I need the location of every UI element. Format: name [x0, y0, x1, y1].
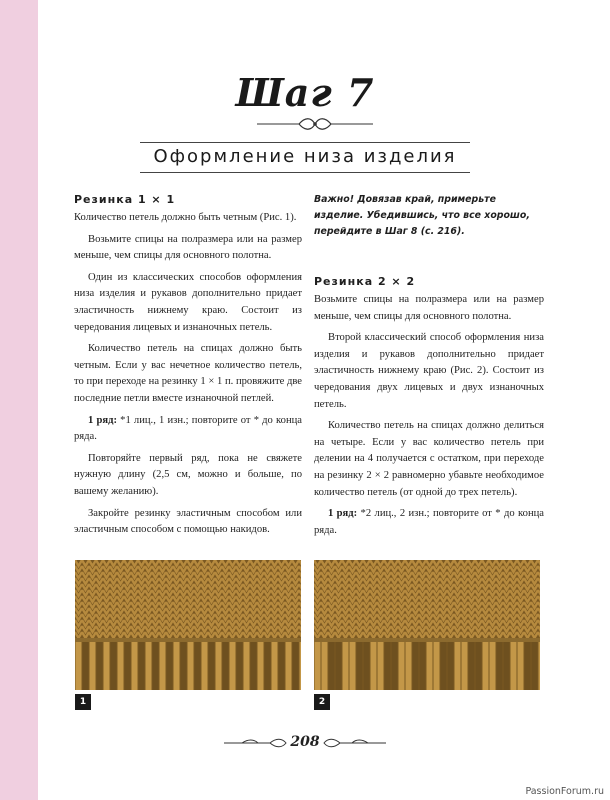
- rib-1x1-heading: Резинка 1 × 1: [74, 193, 176, 206]
- page-title: Шаг 7: [235, 70, 375, 115]
- paragraph: Возьмите спицы на полразмера или на размер меньше, чем спицы для основного полотна.: [314, 294, 544, 322]
- watermark: PassionForum.ru: [525, 786, 604, 797]
- row-label: 1 ряд:: [88, 414, 117, 426]
- paragraph: Возьмите спицы на полразмера или на размер меньше, чем спицы для основного полотна.: [74, 233, 302, 262]
- paragraph: Повторяйте первый ряд, пока не свяжете нужную длину (2,5 см, можно и больше, по вашему желанию).: [74, 452, 302, 497]
- paragraph: Один из классических способов оформления низа изделия и рукавов дополнительно придает эластичность нижнему краю. Состоит из чередования лицевых и изнаночных петель.: [74, 271, 302, 333]
- side-color-strip: [0, 0, 38, 800]
- paragraph: Количество петель на спицах должно делиться на четыре. Если у вас количество петель при делении на 4 получается с остатком, при переходе на резинку 2 × 2 равномерно убавьте необходимое количество петель (от одной до трех петель).: [314, 420, 544, 498]
- row-text: *1 лиц., 1 изн.; повторите от * до конца ряда.: [74, 414, 302, 443]
- page-number: 208: [290, 734, 320, 750]
- paragraph: Количество петель должно быть четным (Рис. 1).: [74, 212, 297, 223]
- figure-1-photo: [75, 560, 301, 710]
- left-column: [74, 192, 302, 544]
- footer-flourish-right-icon: [318, 736, 388, 750]
- row-instruction: [74, 413, 302, 446]
- paragraph: Второй классический способ оформления низа изделия и рукавов дополнительно придает эластичность нижнему краю (Рис. 2). Состоит из чередования двух лицевых и двух изнаночных петель.: [314, 332, 544, 410]
- paragraph: Закройте резинку эластичным способом или эластичным способом с помощью накидов.: [74, 507, 302, 536]
- row-label: 1 ряд:: [328, 508, 358, 520]
- important-note: Важно! Довязав край, примерьте изделие. Убедившись, что все хорошо, перейдите в Шаг 8 (с. 216).: [314, 194, 530, 237]
- section-rule-top: [140, 142, 470, 143]
- title-flourish-icon: [255, 116, 375, 132]
- figure-number-badge: 2: [314, 694, 330, 710]
- knit-swatch-image: [75, 560, 301, 710]
- right-column: [314, 192, 544, 544]
- figure-number-badge: 1: [75, 694, 91, 710]
- knit-swatch-image: [314, 560, 540, 710]
- section-heading: Оформление низа изделия: [153, 146, 457, 167]
- row-instruction: [314, 506, 544, 539]
- rib-2x2-heading: Резинка 2 × 2: [314, 275, 416, 288]
- section-rule-bottom: [140, 172, 470, 173]
- figure-2-photo: [314, 560, 540, 710]
- paragraph: Количество петель на спицах должно быть четным. Если у вас нечетное количество петель, то при переходе на резинку 1 × 1 п. провяжите две последние петли вместе изнаночной петлей.: [74, 343, 302, 404]
- row-text: *2 лиц., 2 изн.; повторите от * до конца ряда.: [314, 508, 544, 536]
